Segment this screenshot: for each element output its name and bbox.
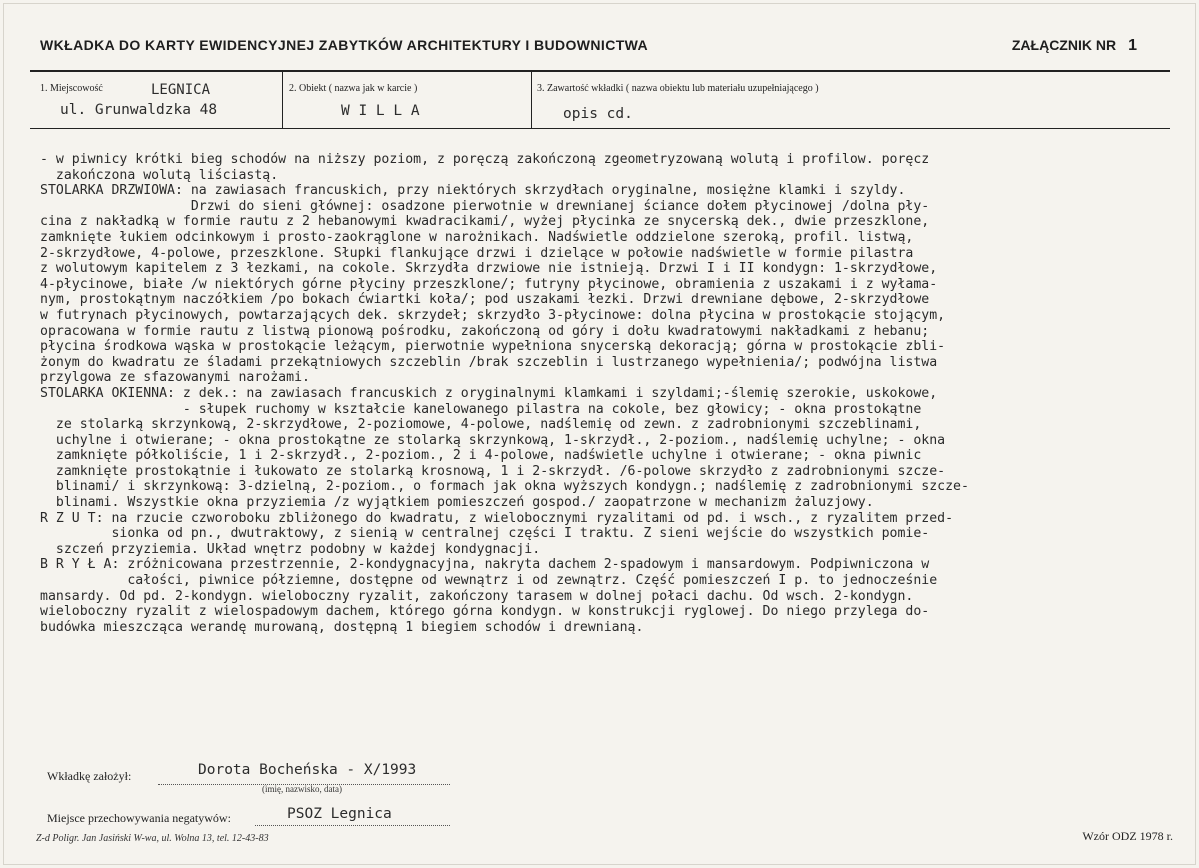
printer-note: Z-d Poligr. Jan Jasiński W-wa, ul. Wolna 13, tel. 12-43-83 — [36, 833, 269, 844]
annex-label — [1012, 37, 1137, 55]
locality-label: 1. Miejscowość — [40, 83, 103, 94]
author-label: Wkładkę założył: — [47, 769, 132, 783]
header-bottom-rule — [30, 128, 1170, 129]
description-line: wieloboczny ryzalit z wielospadowym dachem, którego górna kondygn. w konstrukcji ryglowej. Do niego przylega do- — [40, 604, 930, 620]
description-line: żonym do kwadratu ze śladami przekątniowych szczeblin /brak szczeblin i lustrzanego wypełnienia/; podwójna listwa — [40, 354, 938, 370]
header-top-rule — [30, 70, 1170, 72]
description-line: blinami. Wszystkie okna przyziemia /z wyjątkiem pomieszczeń gospod./ zaopatrzone w mechanizm żaluzjowy. — [40, 495, 874, 511]
description-line: blinami/ i skrzynkową: 3-dzielną, 2-poziom., o formach jak okna wyższych kondygn.; nadślemię z zadrobnionymi szcze- — [40, 479, 969, 495]
description-line: przylgowa ze sfazowanymi narożami. — [40, 370, 310, 386]
field-divider-1 — [282, 71, 283, 128]
description-line: zamknięte półkoliście, 1 i 2-skrzydł., 2-poziom., 2 i 4-polowe, nadświetle uchylne i otwierane; - okna piwnic — [40, 448, 922, 464]
description-line: sionka od pn., dwutraktowy, z sienią w centralnej części I traktu. Z sieni wejście do wszystkich pomie- — [40, 526, 930, 542]
contents-value: opis cd. — [563, 106, 633, 122]
description-line: Drzwi do sieni głównej: osadzone pierwotnie w drewnianej ściance dołem płycinowej /dolna pły- — [40, 198, 930, 214]
address-value: ul. Grunwaldzka 48 — [60, 102, 218, 118]
author-value: Dorota Bocheńska - X/1993 — [198, 762, 417, 778]
description-line: B R Y Ł A: zróżnicowana przestrzennie, 2-kondygnacyjna, nakryta dachem 2-spadowym i mansardowym. Podpiwniczona w — [40, 557, 930, 573]
description-line: nym, prostokątnym naczółkiem /po bokach ćwiartki koła/; pod uszakami łezki. Drzwi drewniane dębowe, 2-skrzydłowe — [40, 292, 930, 308]
contents-label: 3. Zawartość wkładki ( nazwa obiektu lub materiału uzupełniającego ) — [537, 83, 819, 94]
description-line: zamknięte prostokątnie i łukowato ze stolarką krosnową, 1 i 2-skrzydł. /6-polowe skrzydło z zadrobnionymi szcze- — [40, 463, 946, 479]
description-line: uchylne i otwierane; - okna prostokątne ze stolarką skrzynkową, 1-skrzydł., 2-poziom., nadślemię uchylne; - okna — [40, 432, 946, 448]
description-line: zamknięte łukiem odcinkowym i prosto-zaokrąglone w narożnikach. Nadświetle oddzielone szeroką, profil. listwą, — [40, 229, 914, 245]
description-line: zakończona wolutą liściastą. — [40, 167, 279, 183]
description-line: 2-skrzydłowe, 4-polowe, przeszklone. Słupki flankujące drzwi i dzielące w połowie nadświetle w formie pilastra — [40, 245, 914, 261]
object-label: 2. Obiekt ( nazwa jak w karcie ) — [289, 83, 418, 94]
card-title: WKŁADKA DO KARTY EWIDENCYJNEJ ZABYTKÓW ARCHITEKTURY I BUDOWNICTWA — [40, 37, 649, 53]
annex-number: 1 — [1128, 37, 1137, 54]
description-text — [40, 152, 1180, 635]
description-line: STOLARKA DRZWIOWA: na zawiasach francuskich, przy niektórych skrzydłach oryginalne, mosiężne klamki i szyldy. — [40, 183, 906, 199]
description-line: opracowana w formie rautu z listwą pionową pośrodku, zakończoną od góry i dołu kwadratowymi nakładkami z hebanu; — [40, 323, 930, 339]
storage-value: PSOZ Legnica — [287, 806, 392, 822]
description-line: całości, piwnice półziemne, dostępne od wewnątrz i od zewnątrz. Część pomieszczeń I p. to jednocześnie — [40, 573, 938, 589]
object-value: W I L L A — [341, 103, 420, 119]
description-line: - w piwnicy krótki bieg schodów na niższy poziom, z poręczą zakończoną zgeometryzowaną wolutą i profilow. poręcz — [40, 152, 930, 167]
annex-label-text: ZAŁĄCZNIK NR — [1011, 37, 1117, 53]
description-line: mansardy. Od pd. 2-kondygn. wieloboczny ryzalit, zakończony tarasem w dolnej połaci dachu. Od wsch. 2-kondygn. — [40, 588, 914, 604]
field-divider-2 — [531, 71, 532, 128]
description-line: R Z U T: na rzucie czworoboku zbliżonego do kwadratu, z wielobocznymi ryzalitami od pd. i wsch., z ryzalitem przed- — [40, 510, 954, 526]
form-number: Wzór ODZ 1978 r. — [1082, 829, 1173, 843]
description-line: z wolutowym kapitelem z 3 łezkami, na cokole. Skrzydła drzwiowe nie istnieją. Drzwi I i II kondygn: 1-skrzydłowe, — [40, 261, 938, 277]
locality-value: LEGNICA — [151, 82, 211, 98]
storage-label: Miejsce przechowywania negatywów: — [47, 811, 231, 825]
description-line: w futrynach płycinowych, powtarzających dek. skrzydeł; skrzydło 3-płycinowe: dolna płycina w prostokącie stojącym, — [40, 307, 946, 323]
description-line: ze stolarką skrzynkową, 2-skrzydłowe, 2-poziomowe, 4-polowe, nadślemię od zewn. z zadrobnionymi szczeblinami, — [40, 417, 922, 433]
description-line: budówka mieszcząca werandę murowaną, dostępną 1 biegiem schodów i drewnianą. — [40, 619, 644, 635]
description-line: 4-płycinowe, białe /w niektórych górne płyciny przeszklone/; futryny płycinowe, obramienia z uszakami i z wyłama- — [40, 276, 938, 292]
description-line: płycina środkowa wąska w prostokącie leżącym, pierwotnie wypełniona snycerską dekoracją; górna w prostokącie zbli- — [40, 339, 946, 355]
author-hint: (imię, nazwisko, data) — [262, 784, 342, 794]
description-line: cina z nakładką w formie rautu z 2 hebanowymi kwadracikami/, wyżej płycinka ze snycerską dek., dwie przeszklone, — [40, 214, 930, 230]
storage-dotted-line — [255, 825, 450, 826]
description-line: szczeń przyziemia. Układ wnętrz podobny w każdej kondygnacji. — [40, 541, 541, 557]
description-line: - słupek ruchomy w kształcie kanelowanego pilastra na cokole, bez głowicy; - okna prostokątne — [40, 401, 922, 417]
description-line: STOLARKA OKIENNA: z dek.: na zawiasach francuskich z oryginalnymi klamkami i szyldami;-ślemię szerokie, uskokowe, — [40, 385, 938, 401]
